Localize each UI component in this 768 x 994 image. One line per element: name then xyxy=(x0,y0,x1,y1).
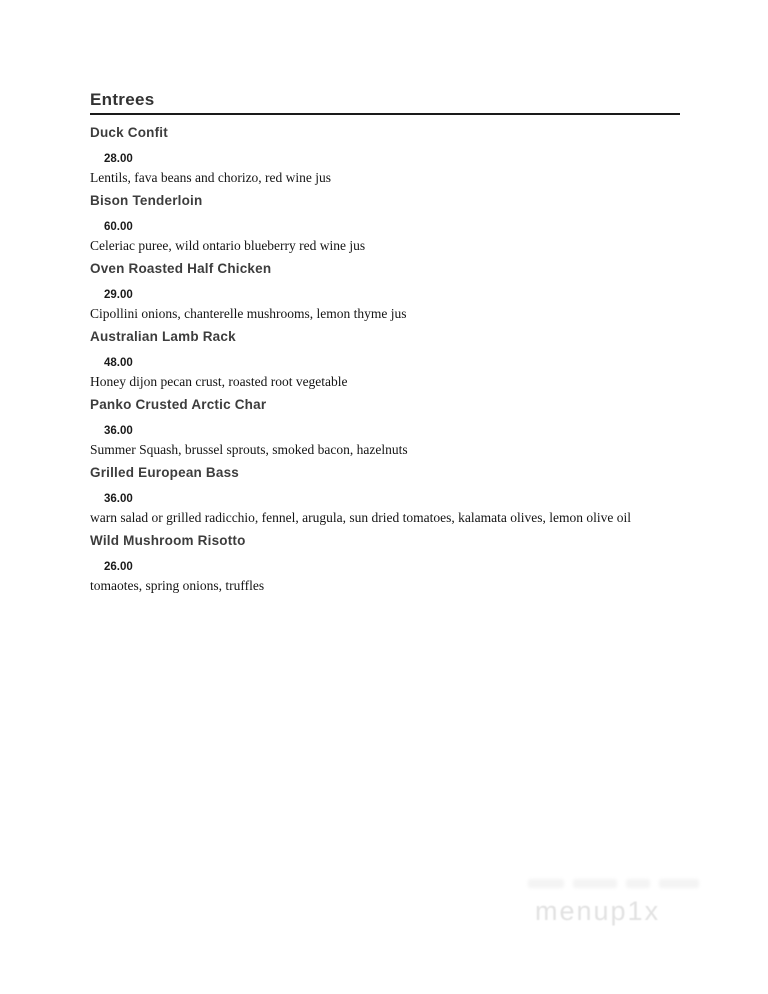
menu-item xyxy=(90,260,680,322)
faint-watermark-line xyxy=(528,879,706,891)
menu-item-price: 26.00 xyxy=(104,561,133,573)
menu-item-name: Bison Tenderloin xyxy=(90,193,203,208)
menu-item-name: Australian Lamb Rack xyxy=(90,329,236,344)
menu-item-name: Wild Mushroom Risotto xyxy=(90,533,246,548)
menu-item xyxy=(90,192,680,254)
menu-item-description: Summer Squash, brussel sprouts, smoked bacon, hazelnuts xyxy=(90,442,408,457)
menu-item-name: Duck Confit xyxy=(90,125,168,140)
menu-item-name: Panko Crusted Arctic Char xyxy=(90,397,267,412)
menu-item-price: 36.00 xyxy=(104,493,133,505)
menu-item-name: Oven Roasted Half Chicken xyxy=(90,261,272,276)
menupix-watermark: menup1x xyxy=(535,896,661,926)
menu-item xyxy=(90,532,680,594)
menu-item xyxy=(90,328,680,390)
menu-item xyxy=(90,464,680,526)
menu-item-price: 48.00 xyxy=(104,357,133,369)
menu-item-price: 36.00 xyxy=(104,425,133,437)
menu-item-description: warn salad or grilled radicchio, fennel, arugula, sun dried tomatoes, kalamata olives, lemon olive oil xyxy=(90,510,631,525)
section-divider xyxy=(90,113,680,115)
menu-item-description: Lentils, fava beans and chorizo, red wine jus xyxy=(90,170,332,185)
menu-item-description: Honey dijon pecan crust, roasted root vegetable xyxy=(90,374,348,389)
entrees-section xyxy=(90,90,680,600)
menu-item-price: 28.00 xyxy=(104,153,133,165)
menu-item-name: Grilled European Bass xyxy=(90,465,239,480)
menu-items-list xyxy=(90,124,680,594)
menu-item-description: Celeriac puree, wild ontario blueberry red wine jus xyxy=(90,238,366,253)
menu-item-description: Cipollini onions, chanterelle mushrooms, lemon thyme jus xyxy=(90,306,407,321)
section-title: Entrees xyxy=(90,90,155,109)
menu-item-price: 60.00 xyxy=(104,221,133,233)
menu-item xyxy=(90,396,680,458)
menu-item xyxy=(90,124,680,186)
menu-item-price: 29.00 xyxy=(104,289,133,301)
menu-item-description: tomaotes, spring onions, truffles xyxy=(90,578,265,593)
